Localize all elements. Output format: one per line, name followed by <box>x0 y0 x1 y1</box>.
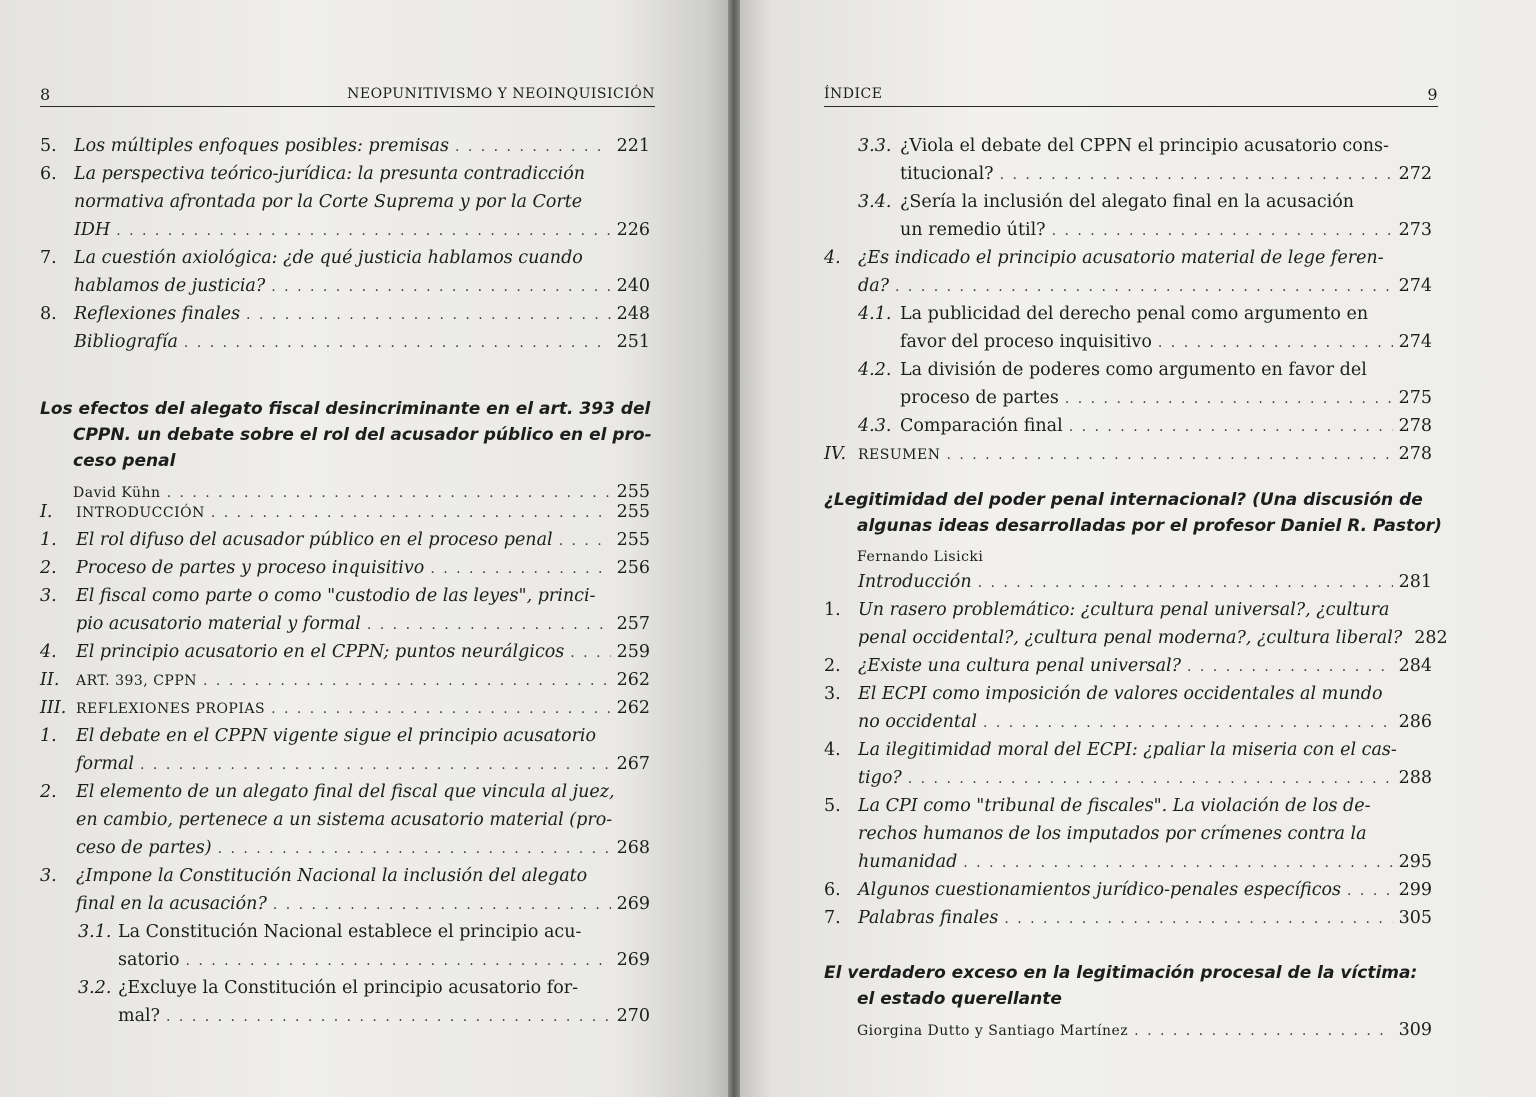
entry-number: 3. <box>824 684 841 704</box>
entry-text: El rol difuso del acusador público en el proceso penal <box>76 530 553 550</box>
entry-page-number: 255 <box>616 482 650 502</box>
dot-leader <box>211 499 611 527</box>
entry-page-number: 288 <box>1398 768 1432 788</box>
entry-page-number: 255 <box>616 530 650 550</box>
entry-page-number: 274 <box>1398 276 1432 296</box>
author-name: Giorgina Dutto y Santiago Martínez <box>857 1023 1129 1039</box>
entry-number: II. <box>40 670 60 690</box>
entry-text: ¿Existe una cultura penal universal? <box>858 656 1181 676</box>
entry-page-number: 309 <box>1398 1020 1432 1040</box>
section-title-line: El verdadero exceso en la legitimación procesal de la víctima: <box>824 963 1418 983</box>
entry-number: 5. <box>824 796 841 816</box>
entry-page-number: 305 <box>1398 908 1432 928</box>
entry-text: Reflexiones finales <box>74 304 241 324</box>
entry-page-number: 257 <box>616 614 650 634</box>
entry-number: 3.3. <box>858 136 892 156</box>
entry-number: 1. <box>40 726 57 746</box>
entry-text: IDH <box>74 220 111 240</box>
entry-text: proceso de partes <box>900 388 1059 408</box>
entry-text: normativa afrontada por la Corte Suprema y por la Corte <box>74 192 583 212</box>
entry-text: INTRODUCCIÓN <box>76 505 205 521</box>
entry-text: El debate en el CPPN vigente sigue el principio acusatorio <box>76 726 597 746</box>
section-author <box>857 1016 1432 1045</box>
entry-number: III. <box>40 698 67 718</box>
entry-page-number: 281 <box>1398 572 1432 592</box>
running-title: NEOPUNITIVISMO Y NEOINQUISICIÓN <box>347 86 655 102</box>
book-gutter <box>728 0 740 1097</box>
entry-page-number: 284 <box>1398 656 1432 676</box>
entry-number: 4. <box>824 248 841 268</box>
dot-leader <box>1187 653 1393 681</box>
section-title-line: ¿Legitimidad del poder penal internacional? (Una discusión de <box>824 490 1423 510</box>
dot-leader <box>218 835 611 863</box>
dot-leader <box>1134 1017 1392 1045</box>
entry-text: humanidad <box>858 852 958 872</box>
dot-leader <box>1000 161 1393 189</box>
entry-page-number: 240 <box>616 276 650 296</box>
entry-page-number: 248 <box>616 304 650 324</box>
entry-text: hablamos de justicia? <box>74 276 266 296</box>
right-page <box>740 0 1536 1097</box>
entry-number: 4.1. <box>858 304 892 324</box>
dot-leader <box>430 555 610 583</box>
entry-page-number: 256 <box>616 558 650 578</box>
entry-text: Los múltiples enfoques posibles: premisas <box>74 136 449 156</box>
entry-text: ¿Impone la Constitución Nacional la inclusión del alegato <box>76 866 588 886</box>
entry-text: ¿Viola el debate del CPPN el principio acusatorio cons- <box>900 136 1389 156</box>
entry-number: 3. <box>40 586 57 606</box>
dot-leader <box>978 569 1393 597</box>
dot-leader <box>570 639 610 667</box>
dot-leader <box>946 441 1392 469</box>
entry-text: Bibliografía <box>74 332 178 352</box>
dot-leader <box>271 695 611 723</box>
dot-leader <box>116 217 610 245</box>
entry-text: no occidental <box>858 712 977 732</box>
entry-number: 7. <box>40 248 57 268</box>
dot-leader <box>908 765 1393 793</box>
dot-leader <box>1069 413 1393 441</box>
dot-leader <box>273 891 611 919</box>
section-author <box>857 543 1432 571</box>
entry-page-number: 278 <box>1398 416 1432 436</box>
entry-number: 1. <box>824 600 841 620</box>
entry-number: 3.2. <box>78 978 112 998</box>
section-title-line: Los efectos del alegato fiscal desincriminante en el art. 393 del <box>40 399 651 419</box>
entry-text: pio acusatorio material y formal <box>76 614 361 634</box>
entry-number: 2. <box>40 782 57 802</box>
entry-text: La división de poderes como argumento en favor del <box>900 360 1367 380</box>
entry-text: satorio <box>118 950 180 970</box>
entry-text: El ECPI como imposición de valores occidentales al mundo <box>858 684 1383 704</box>
running-title: ÍNDICE <box>824 86 883 102</box>
entry-text: La cuestión axiológica: ¿de qué justicia hablamos cuando <box>74 248 583 268</box>
entry-text: en cambio, pertenece a un sistema acusatorio material (pro- <box>76 810 613 830</box>
entry-page-number: 255 <box>616 502 650 522</box>
entry-page-number: 251 <box>616 332 650 352</box>
entry-text: La perspectiva teórico-jurídica: la presunta contradicción <box>74 164 585 184</box>
section-title-line: CPPN. un debate sobre el rol del acusador público en el pro- <box>73 425 652 445</box>
entry-page-number: 226 <box>616 220 650 240</box>
entry-page-number: 295 <box>1398 852 1432 872</box>
page-number: 9 <box>1427 85 1438 104</box>
entry-text: ¿Es indicado el principio acusatorio material de lege feren- <box>858 248 1384 268</box>
entry-text: La Constitución Nacional establece el principio acu- <box>118 922 582 942</box>
entry-text: tigo? <box>858 768 902 788</box>
entry-text: Un rasero problemático: ¿cultura penal universal?, ¿cultura <box>858 600 1390 620</box>
dot-leader <box>1065 385 1393 413</box>
entry-page-number: 275 <box>1398 388 1432 408</box>
entry-page-number: 262 <box>616 698 650 718</box>
entry-number: 2. <box>40 558 57 578</box>
entry-text: Palabras finales <box>858 908 999 928</box>
entry-text: formal <box>76 754 135 774</box>
entry-text: ¿Sería la inclusión del alegato final en la acusación <box>900 192 1355 212</box>
entry-number: 3. <box>40 866 57 886</box>
entry-page-number: 259 <box>616 642 650 662</box>
entry-page-number: 272 <box>1398 164 1432 184</box>
entry-number: 4.3. <box>858 416 892 436</box>
entry-text: La ilegitimidad moral del ECPI: ¿paliar la miseria con el cas- <box>858 740 1397 760</box>
entry-page-number: 286 <box>1398 712 1432 732</box>
entry-text: El principio acusatorio en el CPPN; puntos neurálgicos <box>76 642 565 662</box>
dot-leader <box>1347 877 1393 905</box>
entry-text: La publicidad del derecho penal como argumento en <box>900 304 1369 324</box>
entry-page-number: 269 <box>616 894 650 914</box>
entry-number: 4.2. <box>858 360 892 380</box>
entry-number: 3.1. <box>78 922 112 942</box>
dot-leader <box>1052 217 1393 245</box>
entry-text: ¿Excluye la Constitución el principio acusatorio for- <box>118 978 579 998</box>
entry-number: 6. <box>824 880 841 900</box>
entry-text: La CPI como "tribunal de fiscales". La violación de los de- <box>858 796 1371 816</box>
entry-text: da? <box>858 276 890 296</box>
left-page <box>0 0 728 1097</box>
toc-entries-right <box>740 0 1536 1097</box>
entry-text: favor del proceso inquisitivo <box>900 332 1152 352</box>
entry-text: Comparación final <box>900 416 1063 436</box>
dot-leader <box>367 611 611 639</box>
entry-page-number: 274 <box>1398 332 1432 352</box>
entry-number: 4. <box>40 642 57 662</box>
entry-text: un remedio útil? <box>900 220 1046 240</box>
entry-text: final en la acusación? <box>76 894 267 914</box>
section-title-line: el estado querellante <box>857 989 1062 1009</box>
entry-page-number: 278 <box>1398 444 1432 464</box>
entry-text: El elemento de un alegato final del fiscal que vincula al juez, <box>76 782 615 802</box>
dot-leader <box>559 527 611 555</box>
entry-number: 1. <box>40 530 57 550</box>
entry-page-number: 262 <box>616 670 650 690</box>
entry-text: mal? <box>118 1006 161 1026</box>
dot-leader <box>246 301 611 329</box>
entry-number: IV. <box>824 444 847 464</box>
entry-text: Algunos cuestionamientos jurídico-penales específicos <box>858 880 1342 900</box>
toc-entries-left <box>0 0 728 1097</box>
entry-number: 4. <box>824 740 841 760</box>
entry-page-number: 273 <box>1398 220 1432 240</box>
entry-page-number: 221 <box>616 136 650 156</box>
dot-leader <box>166 1003 611 1031</box>
section-title-line: ceso penal <box>73 451 176 471</box>
dot-leader <box>184 329 611 357</box>
entry-number: 7. <box>824 908 841 928</box>
section-title-line: algunas ideas desarrolladas por el profesor Daniel R. Pastor) <box>857 516 1442 536</box>
entry-text: ART. 393, CPPN <box>76 673 198 689</box>
entry-text: REFLEXIONES PROPIAS <box>76 701 266 717</box>
entry-text: El fiscal como parte o como "custodio de las leyes", princi- <box>76 586 596 606</box>
dot-leader <box>963 849 1392 877</box>
entry-page-number: 282 <box>1414 628 1448 648</box>
entry-text: rechos humanos de los imputados por crímenes contra la <box>858 824 1367 844</box>
entry-number: 6. <box>40 164 57 184</box>
entry-number: 2. <box>824 656 841 676</box>
entry-text: Proceso de partes y proceso inquisitivo <box>76 558 425 578</box>
author-name: David Kühn <box>73 485 161 501</box>
entry-number: 8. <box>40 304 57 324</box>
dot-leader <box>140 751 611 779</box>
entry-text: ceso de partes) <box>76 838 212 858</box>
entry-number: 5. <box>40 136 57 156</box>
dot-leader <box>455 133 611 161</box>
dot-leader <box>1158 329 1393 357</box>
page-number: 8 <box>40 85 51 104</box>
entry-text: titucional? <box>900 164 994 184</box>
entry-text: penal occidental?, ¿cultura penal moderna?, ¿cultura liberal? <box>858 628 1403 648</box>
dot-leader <box>1004 905 1392 933</box>
dot-leader <box>203 667 611 695</box>
entry-page-number: 299 <box>1398 880 1432 900</box>
entry-page-number: 268 <box>616 838 650 858</box>
entry-text: Introducción <box>858 572 972 592</box>
entry-page-number: 270 <box>616 1006 650 1026</box>
dot-leader <box>895 273 1393 301</box>
entry-number: I. <box>40 502 53 522</box>
author-name: Fernando Lisicki <box>857 549 984 565</box>
entry-text: RESUMEN <box>858 447 941 463</box>
entry-number: 3.4. <box>858 192 892 212</box>
entry-page-number: 267 <box>616 754 650 774</box>
dot-leader <box>185 947 610 975</box>
entry-page-number: 269 <box>616 950 650 970</box>
dot-leader <box>271 273 610 301</box>
dot-leader <box>983 709 1393 737</box>
